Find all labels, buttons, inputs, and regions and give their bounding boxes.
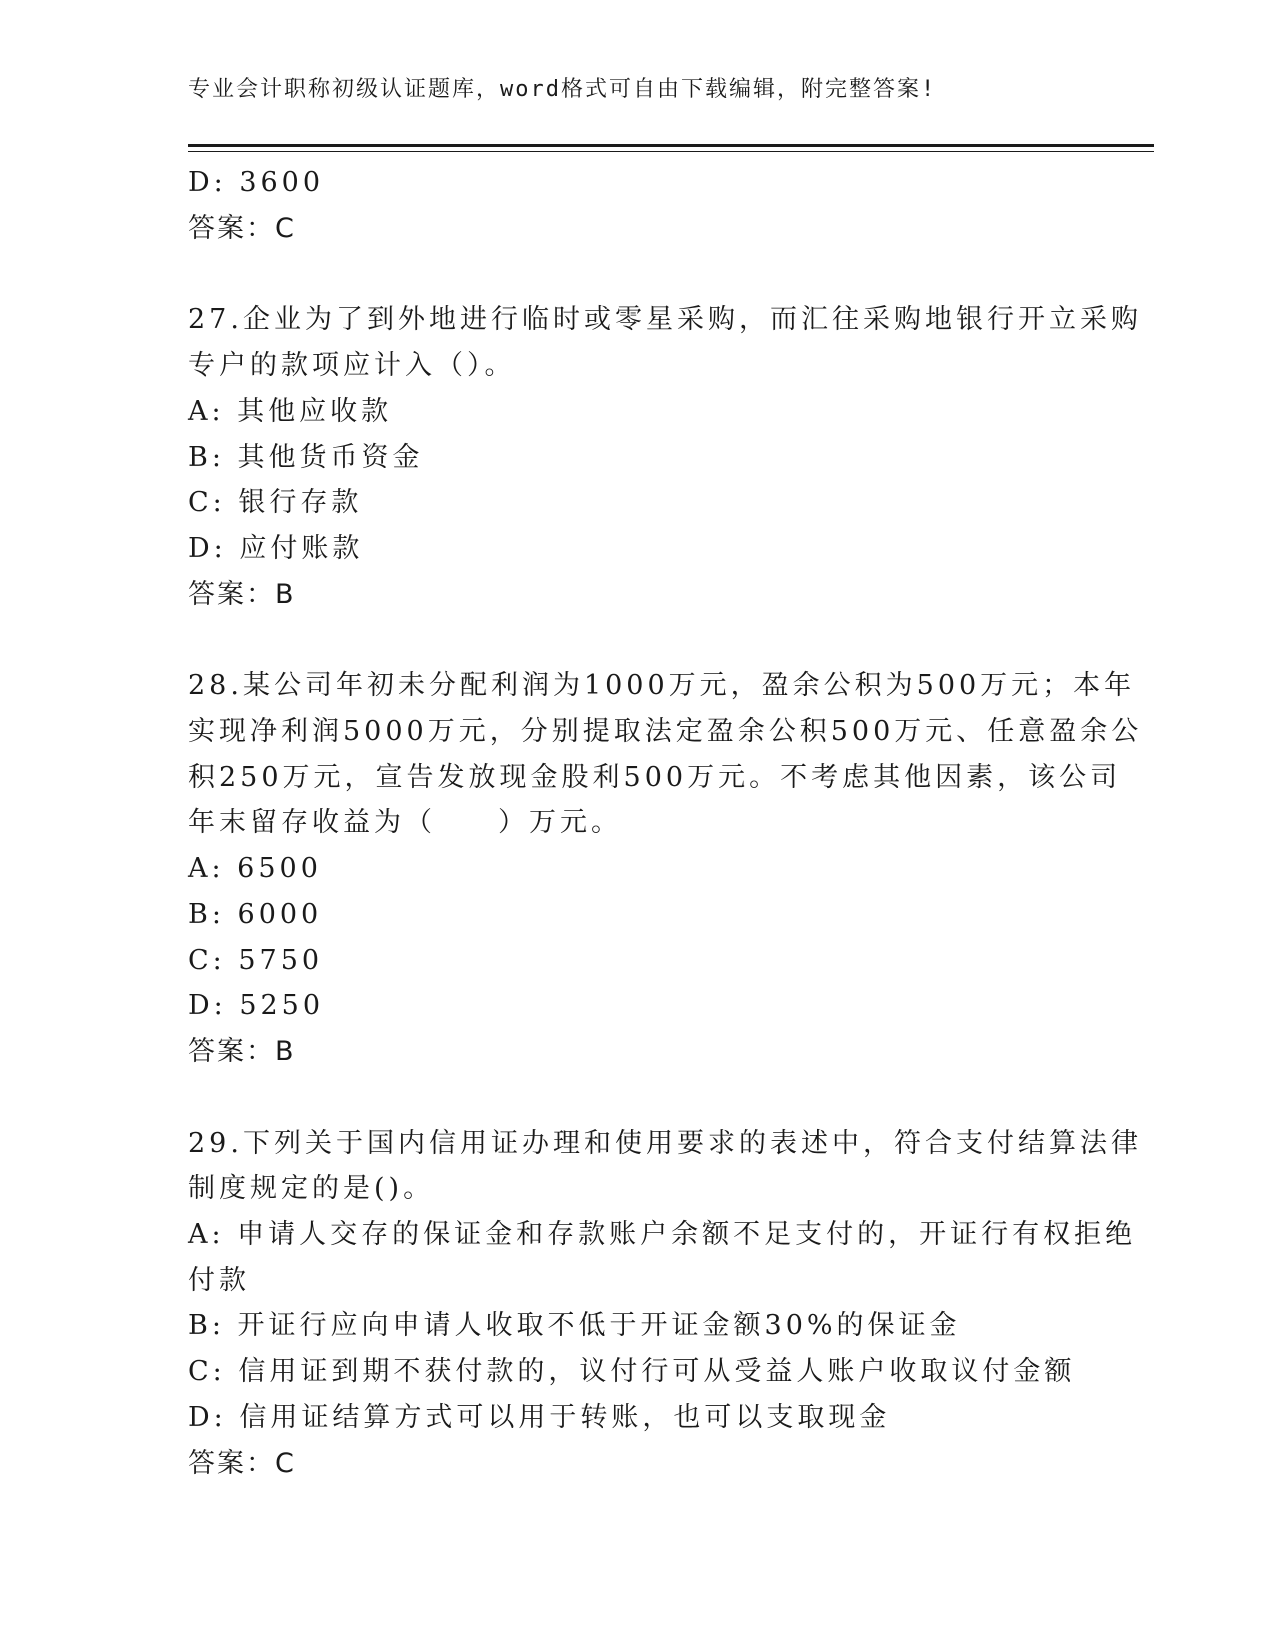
answer: 答案：B	[188, 578, 296, 610]
question-stem-line: 27.企业为了到外地进行临时或零星采购，而汇往采购地银行开立采购	[188, 304, 1142, 336]
option-d: D: 3600	[188, 167, 325, 198]
option-d: D: 应付账款	[188, 532, 364, 564]
answer: 答案：B	[188, 1035, 296, 1067]
question-stem-line: 年末留存收益为（ ）万元。	[188, 807, 622, 839]
option-c: C: 5750	[188, 944, 324, 976]
question-27	[188, 297, 1142, 617]
option-d: D: 信用证结算方式可以用于转账，也可以支取现金	[188, 1401, 891, 1433]
answer: 答案：C	[188, 1447, 296, 1479]
question-stem-line: 29.下列关于国内信用证办理和使用要求的表述中，符合支付结算法律	[188, 1127, 1142, 1159]
prev-question-tail	[188, 160, 1088, 251]
option-b: B: 开证行应向申请人收取不低于开证金额30%的保证金	[188, 1310, 961, 1342]
question-29	[188, 1121, 1142, 1487]
option-b: B: 其他货币资金	[188, 441, 424, 473]
question-stem-line: 积250万元，宣告发放现金股利500万元。不考虑其他因素，该公司	[188, 761, 1122, 793]
question-stem-line: 专户的款项应计入（）。	[188, 350, 516, 382]
answer: 答案：C	[188, 212, 296, 244]
option-a-continued: 付款	[188, 1264, 250, 1296]
question-stem-line: 制度规定的是()。	[188, 1173, 435, 1205]
header-rule-thin	[188, 151, 1154, 152]
question-stem-line: 实现净利润5000万元，分别提取法定盈余公积500万元、任意盈余公	[188, 716, 1143, 748]
option-a: A: 申请人交存的保证金和存款账户余额不足支付的，开证行有权拒绝	[188, 1219, 1137, 1251]
option-c: C: 信用证到期不获付款的，议付行可从受益人账户收取议付金额	[188, 1356, 1076, 1388]
option-d: D: 5250	[188, 990, 325, 1022]
question-content	[188, 160, 1143, 1486]
option-a: A: 6500	[188, 853, 322, 885]
header-rule-thick	[188, 144, 1154, 147]
question-stem-line: 28.某公司年初未分配利润为1000万元，盈余公积为500万元；本年	[188, 670, 1136, 702]
page-header: 专业会计职称初级认证题库，word格式可自由下载编辑，附完整答案!	[188, 77, 937, 102]
option-b: B: 6000	[188, 898, 323, 930]
option-c: C: 银行存款	[188, 487, 363, 519]
option-a: A: 其他应收款	[188, 395, 393, 427]
question-28	[188, 663, 1143, 1074]
